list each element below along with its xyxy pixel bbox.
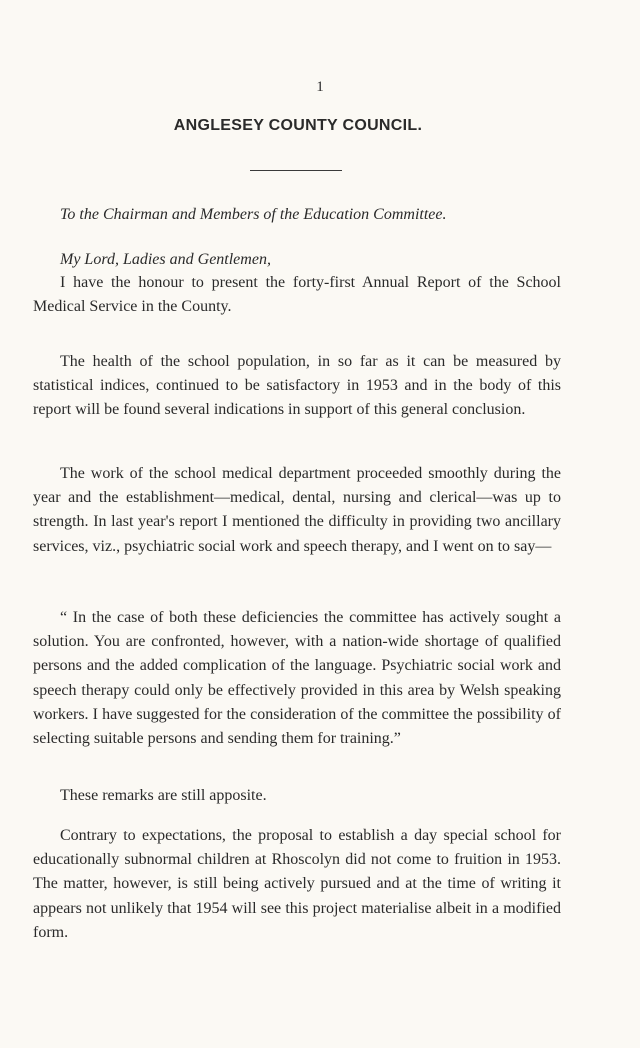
paragraph-special-school: Contrary to expectations, the proposal to establish a day special school for educationally subnormal children at Rhoscolyn did not come to fruition in 1953. The matter, however, is still being actively pursued and at the time of writing it appears not unlikely that 1954 will see this project materialise albeit in a modified form.: [33, 827, 561, 941]
paragraph-department-work: The work of the school medical department proceeded smoothly during the year and the establishment—medical, dental, nursing and clerical—was up to strength. In last year's report I mentioned the difficulty in providing two ancillary services, viz., psychiatric social work and speech therapy, and I went on to say—: [33, 465, 561, 555]
paragraph-health: The health of the school population, in so far as it can be measured by statistical indices, continued to be satisfactory in 1953 and in the body of this report will be found several indications in support of this general conclusion.: [33, 353, 561, 419]
paragraph-remarks: These remarks are still apposite.: [60, 787, 267, 804]
page-number: 1: [316, 79, 324, 95]
paragraph-introduction: I have the honour to present the forty-first Annual Report of the School Medical Service in the County.: [33, 274, 561, 316]
paragraph-quotation: “ In the case of both these deficiencies the committee has actively sought a solution. You are confronted, however, with a nation-wide shortage of qualified persons and the added complication of the language. Psychiatric social work and speech therapy could only be effectively provided in this area by Welsh speaking workers. I have suggested for the consideration of the committee the possibility of selecting suitable persons and sending them for training.”: [33, 609, 561, 748]
council-heading: ANGLESEY COUNTY COUNCIL.: [173, 117, 423, 134]
heading-rule: [250, 170, 342, 171]
addressee-line: To the Chairman and Members of the Education Committee.: [60, 206, 447, 223]
salutation-line: My Lord, Ladies and Gentlemen,: [60, 251, 271, 268]
